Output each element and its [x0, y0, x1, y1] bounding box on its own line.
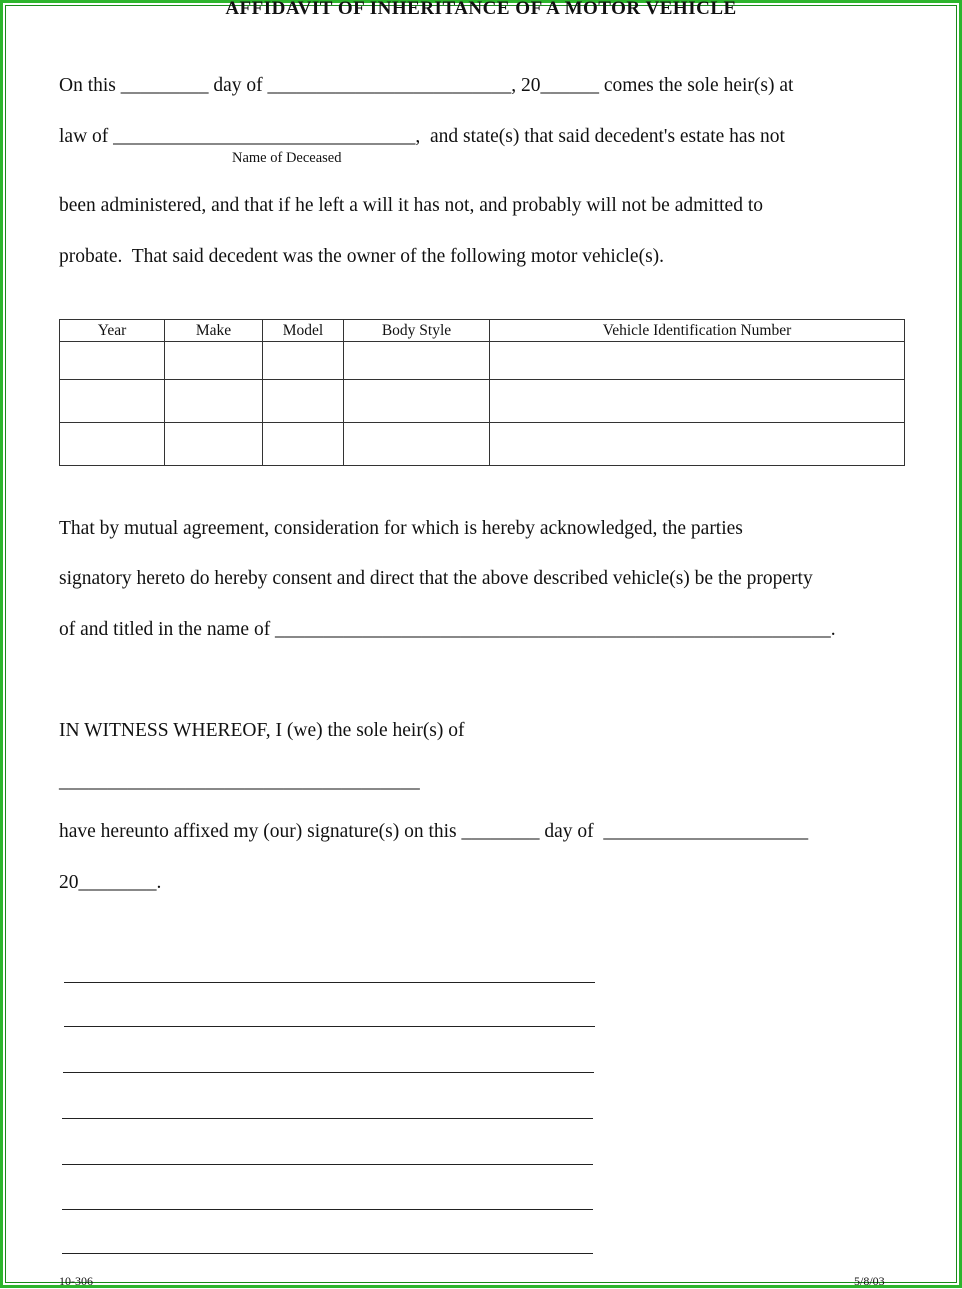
header-model: Model — [263, 320, 344, 342]
witness-year-line: 20________. — [59, 872, 162, 893]
signature-line[interactable] — [64, 982, 595, 983]
header-vin: Vehicle Identification Number — [490, 320, 905, 342]
intro-line-3: been administered, and that if he left a will it has not, and probably will not be admitted to — [59, 195, 763, 216]
witness-line-3: have hereunto affixed my (our) signature(s) on this ________ day of _____________________ — [59, 821, 809, 842]
table-row — [60, 423, 905, 466]
signature-line[interactable] — [62, 1164, 593, 1165]
vehicle-table-header-row — [60, 320, 905, 342]
vin-cell[interactable] — [490, 380, 905, 423]
form-date: 5/8/03 — [854, 1274, 885, 1288]
signature-line[interactable] — [62, 1209, 593, 1210]
header-body-style: Body Style — [344, 320, 490, 342]
intro-line-4: probate. That said decedent was the owner of the following motor vehicle(s). — [59, 246, 665, 267]
year-cell[interactable] — [60, 423, 165, 466]
agreement-line-3: of and titled in the name of _________________________________________________________. — [59, 619, 836, 640]
agreement-line-2: signatory hereto do hereby consent and direct that the above described vehicle(s) be the property — [59, 568, 813, 589]
body-style-cell[interactable] — [344, 423, 490, 466]
table-row — [60, 380, 905, 423]
witness-line-1: IN WITNESS WHEREOF, I (we) the sole heir(s) of — [59, 720, 465, 741]
name-of-deceased-caption: Name of Deceased — [232, 150, 342, 166]
intro-line-1: On this _________ day of _________________________, 20______ comes the sole heir(s) at — [59, 75, 794, 96]
make-cell[interactable] — [165, 342, 263, 380]
year-cell[interactable] — [60, 380, 165, 423]
body-style-cell[interactable] — [344, 342, 490, 380]
signature-line[interactable] — [64, 1026, 595, 1027]
table-row — [60, 342, 905, 380]
model-cell[interactable] — [263, 380, 344, 423]
signature-line[interactable] — [62, 1253, 593, 1254]
intro-line-2: law of _______________________________, and state(s) that said decedent's estate has not — [59, 126, 785, 147]
signature-line[interactable] — [63, 1072, 594, 1073]
make-cell[interactable] — [165, 423, 263, 466]
vin-cell[interactable] — [490, 342, 905, 380]
agreement-line-1: That by mutual agreement, consideration for which is hereby acknowledged, the parties — [59, 518, 743, 539]
signature-line[interactable] — [62, 1118, 593, 1119]
vehicle-table — [59, 319, 905, 466]
header-year: Year — [60, 320, 165, 342]
model-cell[interactable] — [263, 342, 344, 380]
witness-heir-name-line: _____________________________________ — [59, 771, 420, 792]
body-style-cell[interactable] — [344, 380, 490, 423]
model-cell[interactable] — [263, 423, 344, 466]
header-make: Make — [165, 320, 263, 342]
form-number: 10-306 — [59, 1274, 93, 1288]
make-cell[interactable] — [165, 380, 263, 423]
vin-cell[interactable] — [490, 423, 905, 466]
document-title: AFFIDAVIT OF INHERITANCE OF A MOTOR VEHICLE — [225, 0, 737, 19]
year-cell[interactable] — [60, 342, 165, 380]
